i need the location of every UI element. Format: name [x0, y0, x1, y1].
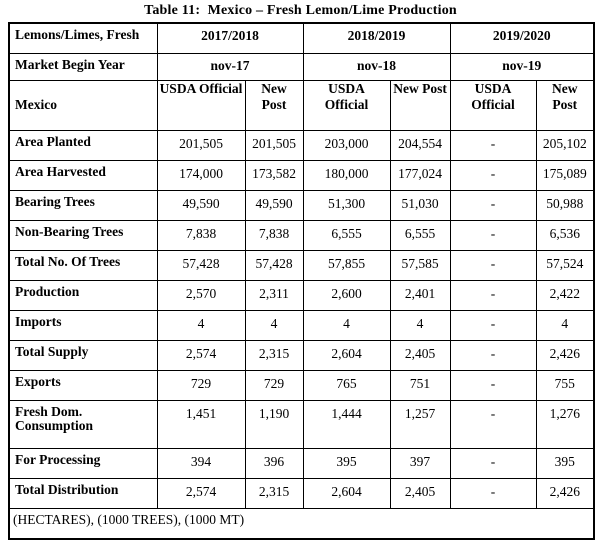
cell-value: -: [450, 310, 536, 340]
row-label: Total Distribution: [9, 478, 157, 508]
row-label: Total No. Of Trees: [9, 250, 157, 280]
cell-value: 394: [157, 448, 245, 478]
cell-value: 2,315: [245, 340, 303, 370]
cell-value: 2,315: [245, 478, 303, 508]
cell-value: 201,505: [245, 130, 303, 160]
table-row-non-bearing-trees: [9, 220, 594, 250]
cell-value: -: [450, 130, 536, 160]
cell-value: 4: [245, 310, 303, 340]
cell-value: -: [450, 478, 536, 508]
cell-value: 175,089: [536, 160, 594, 190]
cell-value: 755: [536, 370, 594, 400]
table-row-total-supply: [9, 340, 594, 370]
cell-value: 1,190: [245, 400, 303, 448]
row-label: Fresh Dom. Consumption: [9, 400, 157, 448]
cell-value: 204,554: [390, 130, 450, 160]
subheader-new-post: New Post: [390, 80, 450, 130]
subheader-new-post: New Post: [536, 80, 594, 130]
cell-value: 1,276: [536, 400, 594, 448]
cell-value: 6,555: [303, 220, 390, 250]
cell-value: -: [450, 448, 536, 478]
cell-value: -: [450, 250, 536, 280]
cell-value: 1,444: [303, 400, 390, 448]
cell-value: 4: [536, 310, 594, 340]
market-begin-year-label: Market Begin Year: [9, 53, 157, 80]
cell-value: 2,604: [303, 340, 390, 370]
row-label: Production: [9, 280, 157, 310]
cell-value: 2,422: [536, 280, 594, 310]
cell-value: 57,428: [157, 250, 245, 280]
cell-value: 57,524: [536, 250, 594, 280]
year-header-2019-2020: 2019/2020: [450, 23, 594, 53]
cell-value: 2,604: [303, 478, 390, 508]
row-label: For Processing: [9, 448, 157, 478]
market-begin-value: nov-18: [303, 53, 450, 80]
table-title: Table 11: Mexico – Fresh Lemon/Lime Production: [144, 3, 457, 18]
cell-value: 7,838: [157, 220, 245, 250]
subheader-usda-official: USDA Official: [157, 80, 245, 130]
subheader-new-post: New Post: [245, 80, 303, 130]
table-row-production: [9, 280, 594, 310]
cell-value: 57,428: [245, 250, 303, 280]
table-row-for-processing: [9, 448, 594, 478]
table-row-area-harvested: [9, 160, 594, 190]
cell-value: 1,257: [390, 400, 450, 448]
table-row-total-trees: [9, 250, 594, 280]
market-begin-value: nov-19: [450, 53, 594, 80]
cell-value: 57,585: [390, 250, 450, 280]
table-row-imports: [9, 310, 594, 340]
market-begin-year-row: [9, 53, 594, 80]
cell-value: 177,024: [390, 160, 450, 190]
row-label: Bearing Trees: [9, 190, 157, 220]
market-begin-value: nov-17: [157, 53, 303, 80]
cell-value: 50,988: [536, 190, 594, 220]
cell-value: 174,000: [157, 160, 245, 190]
row-label: Imports: [9, 310, 157, 340]
cell-value: 2,574: [157, 478, 245, 508]
production-table: [8, 22, 595, 540]
cell-value: 51,300: [303, 190, 390, 220]
row-label: Area Harvested: [9, 160, 157, 190]
cell-value: 7,838: [245, 220, 303, 250]
cell-value: 2,426: [536, 340, 594, 370]
table-row-exports: [9, 370, 594, 400]
cell-value: 49,590: [245, 190, 303, 220]
cell-value: 173,582: [245, 160, 303, 190]
row-label: Non-Bearing Trees: [9, 220, 157, 250]
cell-value: 1,451: [157, 400, 245, 448]
cell-value: 4: [303, 310, 390, 340]
row-label: Exports: [9, 370, 157, 400]
row-label: Total Supply: [9, 340, 157, 370]
year-header-row: [9, 23, 594, 53]
row-label: Area Planted: [9, 130, 157, 160]
cell-value: 2,426: [536, 478, 594, 508]
cell-value: 57,855: [303, 250, 390, 280]
cell-value: -: [450, 400, 536, 448]
cell-value: 6,555: [390, 220, 450, 250]
subheader-usda-official: USDA Official: [450, 80, 536, 130]
cell-value: 2,401: [390, 280, 450, 310]
source-header-row: [9, 80, 594, 130]
table-row-fresh-dom-consumption: [9, 400, 594, 448]
cell-value: 397: [390, 448, 450, 478]
cell-value: 203,000: [303, 130, 390, 160]
cell-value: 201,505: [157, 130, 245, 160]
cell-value: -: [450, 370, 536, 400]
cell-value: 49,590: [157, 190, 245, 220]
subheader-usda-official: USDA Official: [303, 80, 390, 130]
table-row-area-planted: [9, 130, 594, 160]
cell-value: 395: [536, 448, 594, 478]
footnote-row: [9, 508, 594, 539]
cell-value: -: [450, 340, 536, 370]
cell-value: 765: [303, 370, 390, 400]
table-row-bearing-trees: [9, 190, 594, 220]
cell-value: -: [450, 220, 536, 250]
year-header-2017-2018: 2017/2018: [157, 23, 303, 53]
cell-value: 4: [157, 310, 245, 340]
cell-value: 180,000: [303, 160, 390, 190]
cell-value: 51,030: [390, 190, 450, 220]
cell-value: -: [450, 190, 536, 220]
country-label: Mexico: [9, 80, 157, 130]
cell-value: 395: [303, 448, 390, 478]
cell-value: 729: [157, 370, 245, 400]
cell-value: 4: [390, 310, 450, 340]
cell-value: 751: [390, 370, 450, 400]
table-row-total-distribution: [9, 478, 594, 508]
cell-value: 205,102: [536, 130, 594, 160]
cell-value: -: [450, 160, 536, 190]
cell-value: 2,405: [390, 478, 450, 508]
year-header-2018-2019: 2018/2019: [303, 23, 450, 53]
units-footnote: (HECTARES), (1000 TREES), (1000 MT): [9, 508, 594, 539]
cell-value: 2,574: [157, 340, 245, 370]
cell-value: 396: [245, 448, 303, 478]
cell-value: 2,570: [157, 280, 245, 310]
corner-label: Lemons/Limes, Fresh: [9, 23, 157, 53]
cell-value: 729: [245, 370, 303, 400]
cell-value: 2,405: [390, 340, 450, 370]
cell-value: 2,600: [303, 280, 390, 310]
cell-value: -: [450, 280, 536, 310]
cell-value: 6,536: [536, 220, 594, 250]
cell-value: 2,311: [245, 280, 303, 310]
